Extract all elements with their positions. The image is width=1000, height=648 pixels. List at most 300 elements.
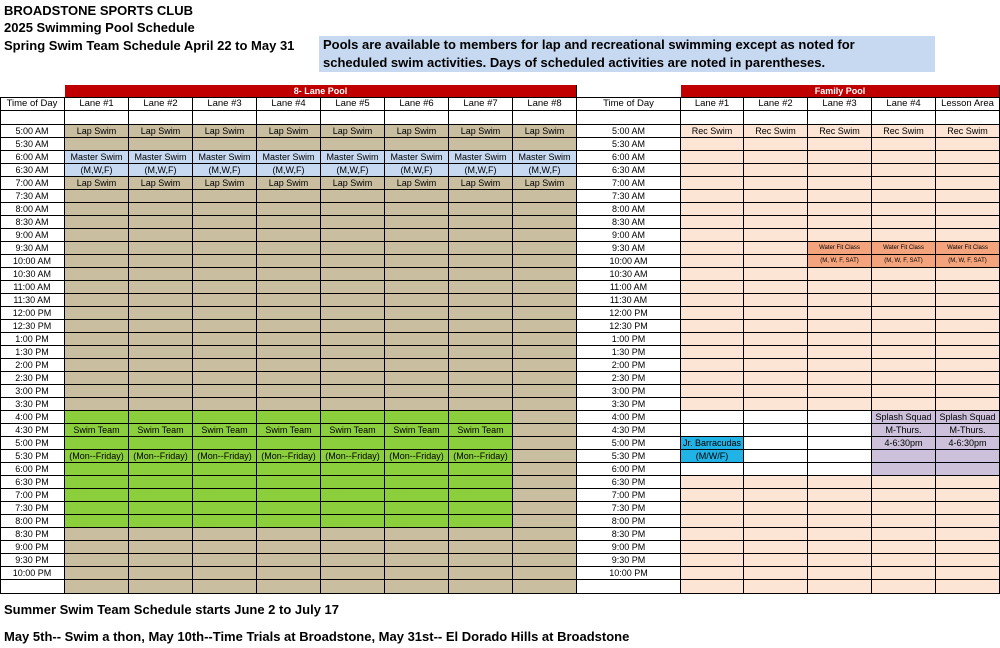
family-pool-lane-header: Lane #3 [808,97,872,111]
family-slot [808,411,872,424]
empty-slot [65,216,129,229]
empty-slot [321,307,385,320]
swim-team-slot: Swim Team [449,424,513,437]
swim-team-slot [65,476,129,489]
swim-team-slot: Swim Team [257,424,321,437]
family-slot [744,359,808,372]
swim-team-slot [257,437,321,450]
empty-slot [257,346,321,359]
empty-slot [385,203,449,216]
rec-swim-slot: Rec Swim [681,125,744,138]
bottom-spacer [321,580,385,594]
time-label: 7:30 AM [0,190,65,203]
family-slot [744,216,808,229]
family-slot [744,138,808,151]
empty-slot [449,528,513,541]
empty-slot [129,385,193,398]
empty-slot [513,398,577,411]
empty-slot [513,385,577,398]
master-swim-days: (M,W,F) [385,164,449,177]
family-time-label: 6:30 PM [577,476,681,489]
family-slot [936,567,1000,580]
empty-slot [449,229,513,242]
swim-team-slot [257,463,321,476]
swim-team-days: (Mon--Friday) [449,450,513,463]
empty-slot [65,307,129,320]
lap-swim-slot: Lap Swim [321,177,385,190]
empty-slot [193,320,257,333]
empty-slot [129,216,193,229]
lap-swim-slot: Lap Swim [385,177,449,190]
family-slot [744,151,808,164]
family-slot [681,307,744,320]
family-time-label: 5:00 PM [577,437,681,450]
family-slot [872,554,936,567]
family-slot [808,450,872,463]
swim-team-slot [193,411,257,424]
empty-slot [193,567,257,580]
family-time-label: 11:00 AM [577,281,681,294]
family-slot [808,320,872,333]
splash-squad-slot [872,463,936,476]
empty-slot [257,281,321,294]
family-slot [808,138,872,151]
empty-slot [257,138,321,151]
blank-cell [449,111,513,125]
master-swim-days: (M,W,F) [449,164,513,177]
family-slot [744,346,808,359]
empty-slot [321,242,385,255]
empty-slot [385,346,449,359]
swim-team-days: (Mon--Friday) [193,450,257,463]
splash-squad-slot [936,463,1000,476]
empty-slot [193,268,257,281]
swim-team-slot [257,489,321,502]
lap-swim-slot: Lap Swim [65,125,129,138]
empty-slot [513,229,577,242]
family-slot [681,268,744,281]
family-slot [872,502,936,515]
empty-slot [449,541,513,554]
empty-slot [321,567,385,580]
time-label: 10:00 PM [0,567,65,580]
empty-slot [513,203,577,216]
empty-slot [193,294,257,307]
water-fit-slot: Water Fit Class [808,242,872,255]
empty-slot [129,255,193,268]
empty-slot [65,281,129,294]
notice-line-2: scheduled swim activities. Days of scheduled activities are noted in parentheses. [323,55,826,70]
swim-team-slot [449,489,513,502]
time-label: 8:30 PM [0,528,65,541]
empty-slot [321,385,385,398]
family-slot [744,333,808,346]
family-slot [681,398,744,411]
empty-slot [385,567,449,580]
family-time-label: 6:30 AM [577,164,681,177]
family-slot [872,203,936,216]
empty-slot [257,372,321,385]
family-slot [872,359,936,372]
family-slot [681,567,744,580]
time-label: 7:00 PM [0,489,65,502]
family-time-label: 4:30 PM [577,424,681,437]
family-slot [744,242,808,255]
empty-slot [385,320,449,333]
lap-swim-slot: Lap Swim [193,125,257,138]
swim-team-slot [193,502,257,515]
blank-cell [321,111,385,125]
master-swim-slot: Master Swim [513,151,577,164]
family-slot [744,567,808,580]
empty-slot [65,203,129,216]
family-slot [681,203,744,216]
empty-slot [513,242,577,255]
family-slot [872,138,936,151]
family-slot [681,463,744,476]
empty-slot [193,346,257,359]
empty-slot [257,333,321,346]
empty-slot [385,229,449,242]
empty-slot [193,242,257,255]
lap-swim-slot: Lap Swim [449,125,513,138]
swim-team-slot [65,463,129,476]
swim-team-slot [129,411,193,424]
lane-pool-title: 8- Lane Pool [65,85,577,98]
empty-slot [65,333,129,346]
family-slot [808,333,872,346]
master-swim-slot: Master Swim [385,151,449,164]
empty-slot [449,216,513,229]
blank-cell [129,111,193,125]
family-slot [808,281,872,294]
family-time-label: 7:00 AM [577,177,681,190]
swim-team-slot [321,437,385,450]
empty-slot [193,255,257,268]
family-slot [936,151,1000,164]
family-slot [936,385,1000,398]
family-slot [808,359,872,372]
bottom-spacer [385,580,449,594]
empty-slot [385,528,449,541]
family-slot [681,359,744,372]
water-fit-slot: Water Fit Class [872,242,936,255]
swim-team-slot [449,515,513,528]
empty-slot [129,333,193,346]
empty-slot [449,190,513,203]
family-slot [744,476,808,489]
empty-slot [449,281,513,294]
family-slot [744,450,808,463]
empty-slot [65,138,129,151]
swim-team-slot: Swim Team [65,424,129,437]
empty-slot [129,307,193,320]
empty-slot [385,385,449,398]
blank-cell [936,111,1000,125]
family-slot [808,372,872,385]
swim-team-slot: Swim Team [321,424,385,437]
empty-slot [129,320,193,333]
family-slot [681,190,744,203]
time-label: 6:00 AM [0,151,65,164]
empty-slot [321,554,385,567]
empty-slot [193,385,257,398]
lap-swim-slot: Lap Swim [449,177,513,190]
family-time-label: 7:00 PM [577,489,681,502]
empty-slot [321,294,385,307]
empty-slot [257,294,321,307]
water-fit-days: (M, W, F, SAT) [808,255,872,268]
bottom-spacer [257,580,321,594]
empty-slot [129,294,193,307]
family-slot [936,398,1000,411]
family-slot [808,203,872,216]
jr-barracudas-days: (M/W/F) [681,450,744,463]
time-label: 6:30 PM [0,476,65,489]
empty-slot [385,255,449,268]
empty-slot [65,372,129,385]
blank-cell [808,111,872,125]
empty-slot [193,307,257,320]
family-slot [936,320,1000,333]
empty-slot [385,554,449,567]
family-slot [936,554,1000,567]
family-slot [744,463,808,476]
master-swim-days: (M,W,F) [129,164,193,177]
empty-slot [65,294,129,307]
swim-team-slot [449,411,513,424]
swim-team-days: (Mon--Friday) [321,450,385,463]
family-slot [808,437,872,450]
empty-slot [449,567,513,580]
family-slot [681,242,744,255]
empty-slot [513,372,577,385]
splash-squad-slot [872,450,936,463]
empty-slot [385,307,449,320]
empty-slot [513,255,577,268]
lap-swim-slot: Lap Swim [193,177,257,190]
bottom-spacer [577,580,681,594]
family-slot [681,515,744,528]
water-fit-days: (M, W, F, SAT) [872,255,936,268]
empty-slot [385,138,449,151]
notice-line-1: Pools are available to members for lap and recreational swimming except as noted for [323,37,855,52]
swim-team-slot [193,515,257,528]
family-slot [936,359,1000,372]
empty-slot [513,411,577,424]
family-time-label: 5:30 PM [577,450,681,463]
time-label: 11:00 AM [0,281,65,294]
lane-pool-lane-header: Lane #4 [257,97,321,111]
jr-barracudas-slot: Jr. Barracudas [681,437,744,450]
family-pool-lane-header: Lane #2 [744,97,808,111]
swim-team-slot [129,515,193,528]
empty-slot [129,567,193,580]
bottom-spacer [681,580,744,594]
empty-slot [65,255,129,268]
bottom-spacer [808,580,872,594]
swim-team-slot [129,502,193,515]
empty-slot [385,398,449,411]
family-slot [936,372,1000,385]
swim-team-slot [257,502,321,515]
swim-team-slot [65,411,129,424]
swim-team-slot [321,463,385,476]
empty-slot [385,359,449,372]
empty-slot [513,424,577,437]
family-slot [681,255,744,268]
bottom-spacer [449,580,513,594]
family-slot [936,528,1000,541]
family-slot [808,463,872,476]
blank-cell [577,111,681,125]
time-label: 3:00 PM [0,385,65,398]
empty-slot [449,346,513,359]
family-slot [681,372,744,385]
time-label: 9:00 AM [0,229,65,242]
empty-slot [193,203,257,216]
family-time-label: 9:00 PM [577,541,681,554]
empty-slot [257,528,321,541]
family-time-label: 10:00 AM [577,255,681,268]
lap-swim-slot: Lap Swim [129,177,193,190]
master-swim-slot: Master Swim [449,151,513,164]
family-slot [744,294,808,307]
lane-pool-lane-header: Lane #2 [129,97,193,111]
family-slot [681,177,744,190]
empty-slot [129,203,193,216]
family-time-label: 2:00 PM [577,359,681,372]
time-label: 7:00 AM [0,177,65,190]
family-slot [808,489,872,502]
family-slot [681,502,744,515]
master-swim-days: (M,W,F) [257,164,321,177]
swim-team-slot [449,437,513,450]
time-label: 8:00 PM [0,515,65,528]
family-time-label: 6:00 PM [577,463,681,476]
empty-slot [257,554,321,567]
empty-slot [129,281,193,294]
family-slot [808,385,872,398]
family-slot [744,385,808,398]
family-slot [872,294,936,307]
blank-cell [744,111,808,125]
empty-slot [513,281,577,294]
family-slot [936,177,1000,190]
family-time-label: 5:30 AM [577,138,681,151]
swim-team-slot [321,489,385,502]
family-slot [808,502,872,515]
empty-slot [193,333,257,346]
empty-slot [513,333,577,346]
family-slot [681,411,744,424]
empty-slot [385,242,449,255]
empty-slot [193,528,257,541]
bottom-spacer [129,580,193,594]
family-slot [744,554,808,567]
swim-team-days: (Mon--Friday) [129,450,193,463]
empty-slot [193,138,257,151]
schedule-subtitle: Spring Swim Team Schedule April 22 to May 31 [4,38,295,53]
family-time-label: 8:00 PM [577,515,681,528]
empty-slot [321,346,385,359]
empty-slot [321,268,385,281]
lane-pool-lane-header: Lane #5 [321,97,385,111]
family-time-label: 8:30 PM [577,528,681,541]
family-slot [681,138,744,151]
empty-slot [321,216,385,229]
empty-slot [257,229,321,242]
family-slot [872,281,936,294]
water-fit-days: (M, W, F, SAT) [936,255,1000,268]
swim-team-slot [385,489,449,502]
empty-slot [449,320,513,333]
empty-slot [513,567,577,580]
swim-team-slot [321,515,385,528]
family-slot [744,320,808,333]
empty-slot [321,541,385,554]
lap-swim-slot: Lap Swim [65,177,129,190]
empty-slot [321,333,385,346]
empty-slot [449,359,513,372]
family-time-label: 5:00 AM [577,125,681,138]
time-label: 4:30 PM [0,424,65,437]
empty-slot [129,528,193,541]
family-slot [744,515,808,528]
empty-slot [321,398,385,411]
blank-cell [193,111,257,125]
family-slot [872,528,936,541]
empty-slot [513,489,577,502]
empty-slot [193,216,257,229]
family-slot [808,554,872,567]
family-slot [681,294,744,307]
swim-team-slot [193,476,257,489]
family-pool-lane-header: Lane #4 [872,97,936,111]
empty-slot [257,567,321,580]
master-swim-days: (M,W,F) [65,164,129,177]
family-slot [681,333,744,346]
lap-swim-slot: Lap Swim [513,125,577,138]
swim-team-slot [321,476,385,489]
blank-cell [681,111,744,125]
swim-team-slot [321,502,385,515]
time-label: 12:30 PM [0,320,65,333]
lane-pool-lane-header: Lane #7 [449,97,513,111]
empty-slot [513,294,577,307]
family-slot [744,437,808,450]
swim-team-slot: Swim Team [129,424,193,437]
family-slot [936,515,1000,528]
family-slot [872,307,936,320]
time-label: 2:00 PM [0,359,65,372]
lane-pool-lane-header: Lane #8 [513,97,577,111]
splash-squad-time: 4-6:30pm [936,437,1000,450]
empty-slot [193,190,257,203]
family-slot [872,190,936,203]
swim-team-slot [257,515,321,528]
time-label: 8:00 AM [0,203,65,216]
swim-team-days: (Mon--Friday) [257,450,321,463]
empty-slot [65,320,129,333]
empty-slot [65,190,129,203]
family-slot [744,372,808,385]
empty-slot [321,372,385,385]
swim-team-slot [385,437,449,450]
family-slot [872,177,936,190]
family-time-label: 3:00 PM [577,385,681,398]
empty-slot [65,359,129,372]
